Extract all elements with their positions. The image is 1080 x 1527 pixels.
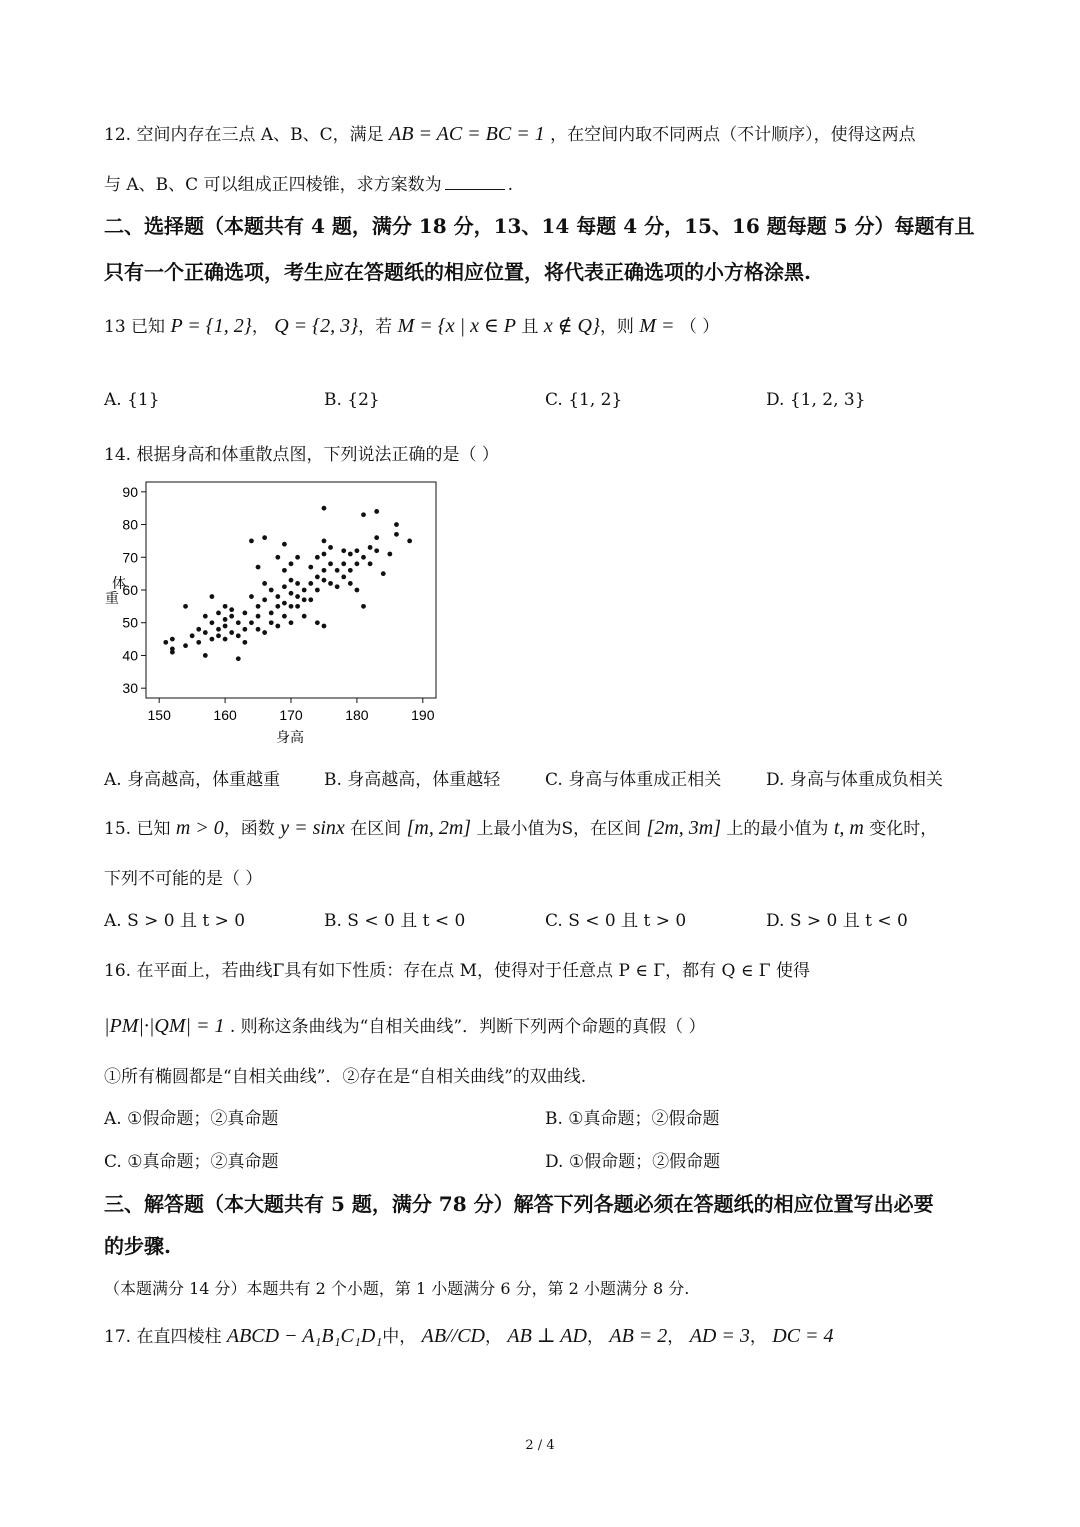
scatter-point — [183, 604, 188, 609]
y-tick-label: 70 — [122, 549, 138, 566]
y-tick-label: 80 — [122, 516, 138, 533]
q14-option-d: D. 身高与体重成负相关 — [766, 770, 943, 790]
scatter-point — [229, 630, 234, 635]
scatter-point — [387, 552, 392, 557]
scatter-point — [289, 620, 294, 625]
scatter-point — [289, 604, 294, 609]
scatter-point — [355, 548, 360, 553]
scatter-point — [368, 561, 373, 566]
scatter-point — [210, 637, 215, 642]
q13-set-m: M = {x | x ∈ P — [397, 315, 516, 337]
scatter-point — [322, 506, 327, 511]
q13-paren: （ ） — [679, 317, 720, 337]
q15-e: 上的最小值为 — [726, 819, 829, 839]
q15-option-a: A. S > 0 且 t > 0 — [104, 911, 246, 931]
scatter-point — [289, 561, 294, 566]
x-tick-label: 160 — [213, 707, 237, 723]
scatter-point — [210, 620, 215, 625]
q13-option-c: C. {1, 2} — [545, 390, 623, 410]
section2-heading-line1: 二、选择题（本题共有 4 题，满分 18 分，13、14 每题 4 分，15、16 题每题 5 分）每题有且 — [104, 214, 975, 238]
scatter-point — [269, 588, 274, 593]
scatter-point — [282, 542, 287, 547]
q15-option-b: B. S < 0 且 t < 0 — [324, 911, 466, 931]
scatter-point — [269, 611, 274, 616]
scatter-point — [374, 535, 379, 540]
scatter-point — [275, 594, 280, 599]
q12-line1 — [104, 120, 916, 146]
q13-set-p: P = {1, 2} — [170, 315, 252, 337]
scatter-point — [295, 604, 300, 609]
q13-qie: 且 — [521, 317, 539, 337]
scatter-point — [302, 597, 307, 602]
q13-ze: ，则 — [599, 317, 634, 337]
q15-interval-1: [m, 2m] — [406, 817, 472, 839]
q17-cond-3: AB = 2 — [609, 1325, 668, 1347]
scatter-point — [282, 614, 287, 619]
scatter-point — [302, 588, 307, 593]
q15-option-c: C. S < 0 且 t > 0 — [545, 911, 687, 931]
q12-math: AB = AC = BC = 1 — [389, 123, 545, 145]
scatter-point — [256, 604, 261, 609]
scatter-point — [170, 650, 175, 655]
y-tick-label: 50 — [122, 614, 138, 631]
scatter-point — [328, 561, 333, 566]
scatter-point — [269, 620, 274, 625]
x-tick-label: 190 — [411, 707, 435, 723]
scatter-point — [322, 624, 327, 629]
scatter-point — [289, 578, 294, 583]
scatter-point — [196, 640, 201, 645]
scatter-point — [341, 548, 346, 553]
q12-text-b: ，在空间内取不同两点（不计顺序），使得这两点 — [550, 125, 916, 145]
scatter-point — [341, 575, 346, 580]
q17-cond-1: AB//CD — [421, 1325, 485, 1347]
scatter-point — [275, 624, 280, 629]
q17-sep-4: ， — [749, 1327, 767, 1347]
scatter-point — [335, 568, 340, 573]
y-tick-label: 90 — [122, 483, 138, 500]
scatter-point — [170, 637, 175, 642]
q17-cond-2: AB ⊥ AD — [507, 1325, 587, 1347]
x-tick-label: 180 — [345, 707, 369, 723]
y-axis-label-2: 重 — [105, 591, 119, 607]
q13-m-eq: M = — [639, 315, 675, 337]
x-axis-label: 身高 — [276, 730, 304, 746]
scatter-point — [322, 578, 327, 583]
scatter-point — [249, 620, 254, 625]
q16-option-b: B. ①真命题；②假命题 — [545, 1109, 720, 1129]
q17-sep-1: ， — [485, 1327, 502, 1347]
q12-line2-end: . — [507, 175, 513, 195]
scatter-point — [335, 584, 340, 589]
scatter-point — [203, 614, 208, 619]
scatter-point — [308, 597, 313, 602]
scatter-point — [216, 633, 221, 638]
q15-tm: t, m — [833, 817, 864, 839]
scatter-point — [315, 575, 320, 580]
scatter-point — [236, 656, 241, 661]
scatter-point — [262, 630, 267, 635]
q16-option-a: A. ①假命题；②真命题 — [104, 1109, 279, 1129]
scatter-point — [203, 653, 208, 658]
scatter-point — [196, 627, 201, 632]
q16-line2-text: . 则称这条曲线为“自相关曲线”．判断下列两个命题的真假（ ） — [229, 1017, 706, 1037]
q15-interval-2: [2m, 3m] — [646, 817, 721, 839]
scatter-point — [229, 607, 234, 612]
scatter-point — [374, 548, 379, 553]
scatter-chart — [100, 472, 460, 747]
scatter-point — [308, 565, 313, 570]
scatter-point — [190, 633, 195, 638]
q15-func: y = sinx — [280, 817, 345, 839]
scatter-point — [223, 604, 228, 609]
scatter-point — [361, 555, 366, 560]
section3-heading-line1: 三、解答题（本大题共有 5 题，满分 78 分）解答下列各题必须在答题纸的相应位置写出必要 — [104, 1192, 934, 1216]
q15-m-gt: m > 0 — [175, 817, 224, 839]
q14-option-a: A. 身高越高，体重越重 — [104, 770, 281, 790]
page-number: 2 / 4 — [525, 1438, 555, 1453]
scatter-point — [361, 604, 366, 609]
scatter-point — [302, 614, 307, 619]
answer-blank — [445, 175, 505, 190]
q12-text-a: 12. 空间内存在三点 A、B、C，满足 — [104, 125, 384, 145]
q17-cond-5: DC = 4 — [772, 1325, 834, 1347]
scatter-point — [394, 522, 399, 527]
scatter-point — [341, 561, 346, 566]
scatter-point — [229, 614, 234, 619]
q12-line2-text: 与 A、B、C 可以组成正四棱锥，求方案数为 — [104, 175, 442, 195]
scatter-point — [315, 620, 320, 625]
scatter-point — [368, 545, 373, 550]
scatter-point — [394, 532, 399, 537]
q17-stem — [104, 1322, 834, 1348]
q13-stem — [104, 312, 719, 338]
q15-c: 在区间 — [350, 819, 402, 839]
scatter-point — [210, 594, 215, 599]
x-tick-label: 150 — [147, 707, 171, 723]
scatter-point — [256, 565, 261, 570]
q13-label: 13 已知 — [104, 317, 166, 337]
q15-a: 15. 已知 — [104, 819, 171, 839]
scatter-point — [374, 509, 379, 514]
y-tick-label: 40 — [122, 647, 138, 664]
x-ticks — [148, 698, 435, 723]
scatter-point — [355, 588, 360, 593]
scatter-point — [249, 539, 254, 544]
q16-stem-line2 — [104, 1012, 705, 1038]
y-tick-label: 60 — [122, 582, 138, 598]
section3-heading-line2: 的步骤. — [104, 1234, 171, 1258]
q13-set-q: Q = {2, 3} — [274, 315, 359, 337]
scatter-point — [315, 555, 320, 560]
q13-option-b: B. {2} — [324, 390, 380, 410]
scatter-point — [295, 581, 300, 586]
q16-option-c: C. ①真命题；②真命题 — [104, 1152, 279, 1172]
q13-option-d: D. {1, 2, 3} — [766, 390, 866, 410]
y-tick-label: 30 — [122, 680, 138, 697]
scatter-point — [223, 624, 228, 629]
x-tick-label: 170 — [279, 707, 303, 723]
scatter-point — [249, 594, 254, 599]
q17-sep-3: ， — [667, 1327, 685, 1347]
q16-math: |PM|·|QM| = 1 — [104, 1015, 225, 1037]
q16-stem-line1: 16. 在平面上，若曲线Γ具有如下性质：存在点 M，使得对于任意点 P ∈ Γ，都有 Q ∈ Γ 使得 — [104, 961, 811, 981]
scatter-point — [183, 643, 188, 648]
q17-a: 17. 在直四棱柱 — [104, 1327, 222, 1347]
scatter-point — [223, 617, 228, 622]
scatter-point — [256, 627, 261, 632]
points — [163, 506, 412, 661]
scatter-point — [295, 555, 300, 560]
q15-stem-line2: 下列不可能的是（ ） — [104, 869, 263, 889]
scatter-point — [236, 633, 241, 638]
q15-option-d: D. S > 0 且 t < 0 — [766, 911, 908, 931]
q13-comma: ， — [251, 317, 269, 337]
scatter-point — [242, 611, 247, 616]
q16-option-d: D. ①假命题；②假命题 — [545, 1152, 721, 1172]
scatter-point — [262, 597, 267, 602]
scatter-point — [262, 581, 267, 586]
scatter-point — [275, 555, 280, 560]
scatter-point — [242, 627, 247, 632]
scatter-point — [328, 545, 333, 550]
scatter-point — [381, 571, 386, 576]
scatter-point — [275, 604, 280, 609]
scatter-point — [236, 620, 241, 625]
section2-heading-line2: 只有一个正确选项，考生应在答题纸的相应位置，将代表正确选项的小方格涂黑. — [104, 260, 811, 284]
q14-option-b: B. 身高越高，体重越轻 — [324, 770, 501, 790]
scatter-point — [289, 591, 294, 596]
q15-f: 变化时， — [869, 819, 938, 839]
scatter-point — [295, 594, 300, 599]
scatter-point — [163, 640, 168, 645]
scatter-point — [203, 630, 208, 635]
scatter-point — [322, 568, 327, 573]
q17-prism: ABCD − A₁B₁C₁D₁ — [226, 1325, 383, 1347]
scatter-point — [355, 561, 360, 566]
scatter-point — [223, 637, 228, 642]
q12-line2 — [104, 170, 513, 195]
scatter-point — [216, 611, 221, 616]
scatter-point — [407, 539, 412, 544]
scatter-point — [348, 552, 353, 557]
q13-option-a: A. {1} — [104, 390, 160, 410]
q13-notin: x ∉ Q} — [543, 315, 600, 337]
q17-cond-4: AD = 3 — [689, 1325, 750, 1347]
q14-stem: 14. 根据身高和体重散点图，下列说法正确的是（ ） — [104, 445, 499, 465]
q15-stem-line1 — [104, 814, 937, 840]
y-axis-label-1: 体 — [112, 576, 126, 592]
scatter-point — [308, 581, 313, 586]
section3-note: （本题满分 14 分）本题共有 2 个小题，第 1 小题满分 6 分，第 2 小题满分 8 分. — [104, 1279, 690, 1298]
scatter-point — [242, 640, 247, 645]
plot-frame — [146, 482, 436, 698]
q15-b: ，函数 — [223, 819, 275, 839]
q17-b: 中， — [382, 1327, 417, 1347]
scatter-point — [282, 601, 287, 606]
q13-ruo: ，若 — [358, 317, 393, 337]
scatter-point — [348, 581, 353, 586]
scatter-point — [256, 614, 261, 619]
scatter-point — [315, 588, 320, 593]
scatter-point — [361, 512, 366, 517]
scatter-point — [348, 568, 353, 573]
scatter-point — [216, 627, 221, 632]
scatter-point — [328, 581, 333, 586]
scatter-point — [282, 584, 287, 589]
q14-option-c: C. 身高与体重成正相关 — [545, 770, 722, 790]
scatter-point — [322, 552, 327, 557]
q16-stem-line3: ①所有椭圆都是“自相关曲线”．②存在是“自相关曲线”的双曲线. — [104, 1067, 587, 1087]
q17-sep-2: ， — [586, 1327, 604, 1347]
scatter-point — [322, 539, 327, 544]
scatter-point — [262, 535, 267, 540]
q15-d: 上最小值为S，在区间 — [476, 819, 642, 839]
scatter-point — [282, 568, 287, 573]
